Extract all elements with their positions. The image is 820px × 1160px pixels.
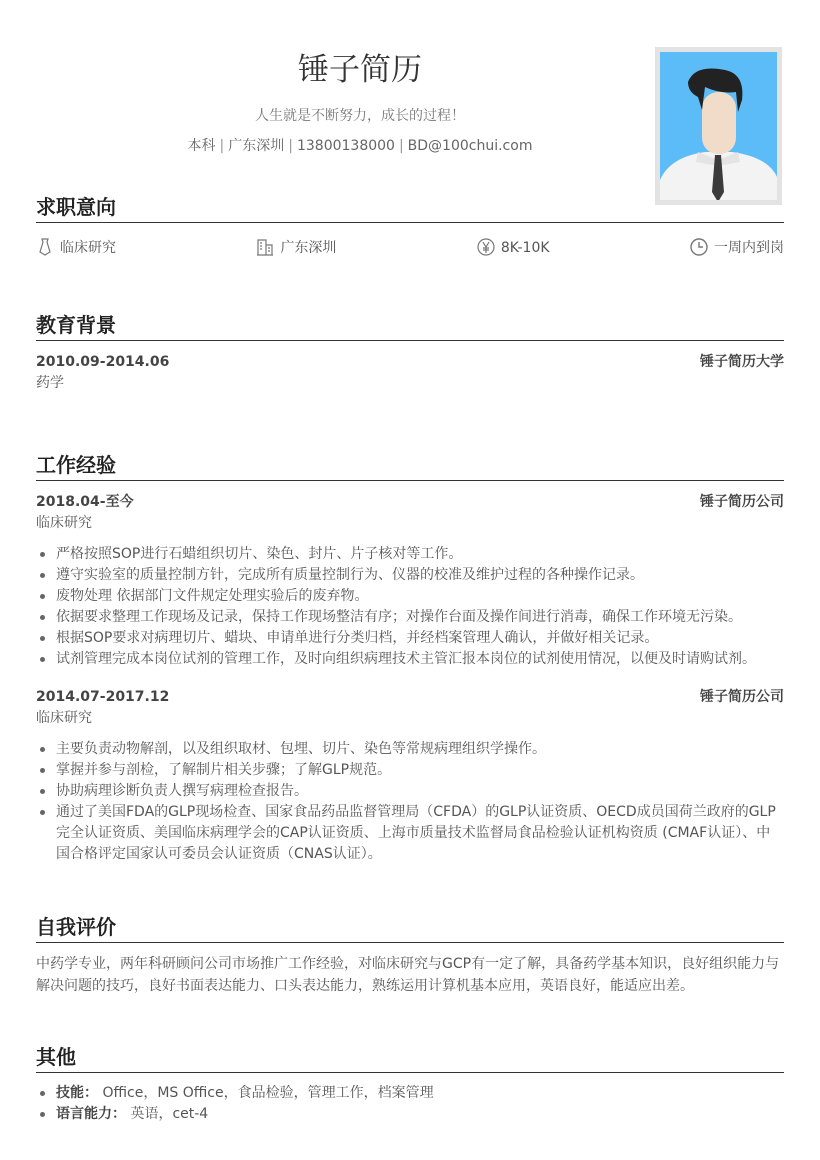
list-item: 通过了美国FDA的GLP现场检查、国家食品药品监督管理局（CFDA）的GLP认证资质、OECD成员国荷兰政府的GLP完全认证资质、美国临床病理学会的CAP认证资质、上海市质量技术监督局食品检验认证机构资质 (CMAF认证）、中国合格评定国家认可委员会认证资质（CNAS认证）。: [36, 802, 784, 865]
section-heading: 工作经验: [36, 450, 784, 481]
motto: 人生就是不断努力，成长的过程！: [255, 108, 465, 124]
list-item: 主要负责动物解剖，以及组织取材、包埋、切片、染色等常规病理组织学操作。: [36, 739, 784, 760]
list-item: 试剂管理完成本岗位试剂的管理工作，及时向组织病理技术主管汇报本岗位的试剂使用情况，以便及时请购试剂。: [36, 649, 784, 670]
job-entry: [36, 492, 784, 670]
intent-position: 临床研究: [36, 236, 116, 260]
list-item: 掌握并参与剖检，了解制片相关步骤；了解GLP规范。: [36, 760, 784, 781]
edu-date: 2010.09-2014.06: [36, 354, 170, 370]
list-item: 废物处理 依据部门文件规定处理实验后的废弃物。: [36, 586, 784, 607]
list-item: 遵守实验室的质量控制方针，完成所有质量控制行为、仪器的校准及维护过程的各种操作记录。: [36, 565, 784, 586]
job-company: 锤子简历公司: [700, 689, 784, 705]
work-section: [36, 450, 784, 865]
job-intent-section: [36, 192, 784, 260]
resume-name: 锤子简历: [298, 52, 422, 88]
list-item: 依据要求整理工作现场及记录，保持工作现场整洁有序；对操作台面及操作间进行消毒，确保工作环境无污染。: [36, 607, 784, 628]
job-role: 临床研究: [36, 515, 92, 531]
job-entry: [36, 687, 784, 865]
education-section: [36, 310, 784, 394]
self-evaluation-text: 中药学专业，两年科研顾问公司市场推广工作经验，对临床研究与GCP有一定了解，具备药学基本知识，良好组织能力与解决问题的技巧，良好书面表达能力、口头表达能力，熟练运用计算机基本应用，英语良好，能适应出差。: [36, 956, 780, 994]
city: 广东深圳: [228, 138, 285, 154]
phone: 13800138000: [296, 138, 395, 154]
job-role: 临床研究: [36, 710, 92, 726]
list-item: 根据SOP要求对病理切片、蜡块、申请单进行分类归档，并经档案管理人确认，并做好相关记录。: [36, 628, 784, 649]
clock-icon: [690, 238, 708, 256]
list-item: 协助病理诊断负责人撰写病理检查报告。: [36, 781, 784, 802]
avatar-photo: [655, 47, 782, 205]
intent-city: 广东深圳: [256, 236, 336, 260]
list-item: 语言能力： 英语，cet-4: [36, 1104, 784, 1125]
section-heading: 求职意向: [36, 192, 784, 223]
intent-salary: 8K-10K: [477, 236, 550, 260]
edu-school: 锤子简历大学: [700, 354, 784, 370]
intent-availability: 一周内到岗: [690, 236, 784, 260]
self-evaluation-section: [36, 912, 784, 997]
yen-icon: [477, 238, 495, 256]
building-icon: [256, 238, 274, 256]
section-heading: 教育背景: [36, 310, 784, 341]
other-section: [36, 1042, 784, 1125]
section-heading: 其他: [36, 1042, 784, 1073]
contact-line: 本科 | 广东深圳 | 13800138000 | BD@100chui.com: [187, 138, 533, 154]
list-item: 严格按照SOP进行石蜡组织切片、染色、封片、片子核对等工作。: [36, 544, 784, 565]
email: BD@100chui.com: [407, 138, 533, 154]
tie-icon: [36, 238, 54, 256]
job-company: 锤子简历公司: [700, 494, 784, 510]
job-date: 2018.04-至今: [36, 494, 134, 510]
edu-major: 药学: [36, 375, 64, 391]
job-date: 2014.07-2017.12: [36, 689, 170, 705]
list-item: 技能： Office，MS Office，食品检验，管理工作，档案管理: [36, 1083, 784, 1104]
section-heading: 自我评价: [36, 912, 784, 943]
degree: 本科: [187, 138, 216, 154]
